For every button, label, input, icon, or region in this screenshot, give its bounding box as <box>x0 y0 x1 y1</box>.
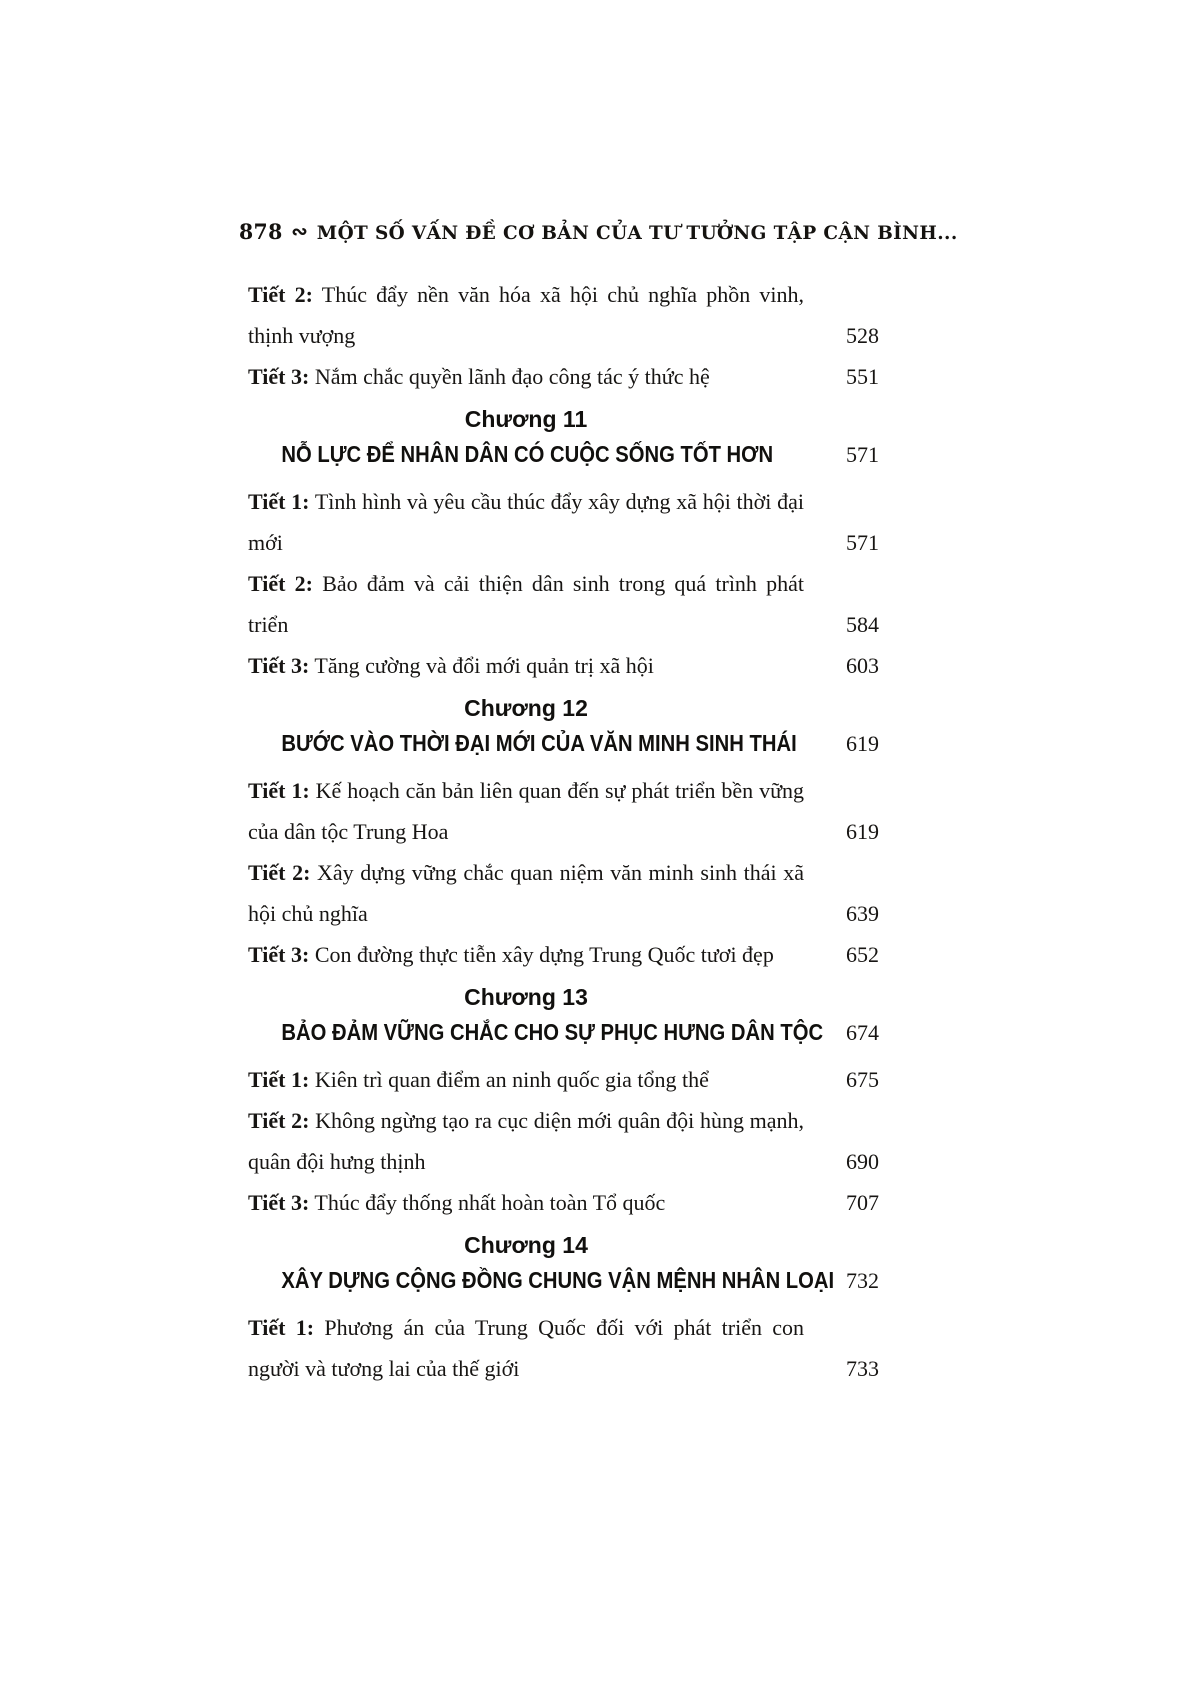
section-label: Tiết 1: <box>248 1315 315 1340</box>
page-ref: 674 <box>846 1020 879 1045</box>
page-ref: 733 <box>846 1356 879 1381</box>
page-ref: 584 <box>846 612 879 637</box>
chapter-heading <box>248 1228 835 1298</box>
toc-entry <box>248 356 879 397</box>
fleuron-icon: ∾ <box>291 219 309 243</box>
toc-entry <box>248 1182 879 1223</box>
page-ref: 639 <box>846 901 879 926</box>
page-ref: 732 <box>846 1268 879 1293</box>
toc-entry-text <box>248 1307 804 1389</box>
page-ref: 551 <box>846 364 879 389</box>
section-label: Tiết 1: <box>248 1067 310 1092</box>
chapter-number: Chương 13 <box>464 984 588 1010</box>
toc-entry-text <box>248 1100 804 1182</box>
section-title: Kiên trì quan điểm an ninh quốc gia tổng thể <box>314 1067 709 1092</box>
chapter-number: Chương 14 <box>464 1232 588 1258</box>
toc-entry <box>248 1100 879 1182</box>
toc-entry <box>248 852 879 934</box>
page-ref: 619 <box>846 731 879 756</box>
toc-entry-text <box>248 563 804 645</box>
toc-entry-text <box>248 770 804 852</box>
toc-entry-text <box>248 852 804 934</box>
page-number: 878 <box>239 219 283 244</box>
toc-entry <box>248 934 879 975</box>
page-ref: 652 <box>846 942 879 967</box>
toc-entry <box>248 274 879 356</box>
page-ref: 619 <box>846 819 879 844</box>
table-of-contents <box>248 274 879 1389</box>
page-ref: 690 <box>846 1149 879 1174</box>
chapter-title: BƯỚC VÀO THỜI ĐẠI MỚI CỦA VĂN MINH SINH THÁI <box>281 730 797 756</box>
toc-entry <box>248 645 879 686</box>
section-title: Tăng cường và đổi mới quản trị xã hội <box>314 653 654 678</box>
section-label: Tiết 3: <box>248 1190 310 1215</box>
section-label: Tiết 2: <box>248 571 314 596</box>
chapter-number: Chương 11 <box>464 406 588 432</box>
section-title: Con đường thực tiễn xây dựng Trung Quốc tươi đẹp <box>314 942 774 967</box>
section-label: Tiết 2: <box>248 1108 310 1133</box>
section-label: Tiết 3: <box>248 364 310 389</box>
toc-chapter <box>248 980 879 1050</box>
section-title: Phương án của Trung Quốc đối với phát triển con người và tương lai của thế giới <box>248 1315 805 1381</box>
section-label: Tiết 3: <box>248 653 310 678</box>
toc-entry-text <box>248 356 804 397</box>
section-title: Không ngừng tạo ra cục diện mới quân đội hùng mạnh, quân đội hưng thịnh <box>248 1108 804 1174</box>
toc-entry-text <box>248 274 804 356</box>
toc-entry-text <box>248 1182 804 1223</box>
section-title: Thúc đẩy thống nhất hoàn toàn Tổ quốc <box>314 1190 666 1215</box>
toc-entry-text <box>248 934 804 975</box>
toc-entry-text <box>248 645 804 686</box>
section-title: Xây dựng vững chắc quan niệm văn minh sinh thái xã hội chủ nghĩa <box>248 860 805 926</box>
section-label: Tiết 1: <box>248 489 310 514</box>
chapter-heading <box>248 402 804 472</box>
running-header <box>239 219 958 244</box>
toc-chapter <box>248 402 879 472</box>
toc-chapter <box>248 1228 879 1298</box>
page-ref: 603 <box>846 653 879 678</box>
chapter-heading <box>248 691 804 761</box>
section-label: Tiết 2: <box>248 282 313 307</box>
chapter-title: NỖ LỰC ĐỂ NHÂN DÂN CÓ CUỘC SỐNG TỐT HƠN <box>281 441 774 467</box>
toc-entry <box>248 481 879 563</box>
section-label: Tiết 1: <box>248 778 310 803</box>
page-ref: 571 <box>846 530 879 555</box>
chapter-heading <box>248 980 824 1050</box>
page-ref: 528 <box>846 323 879 348</box>
chapter-title: BẢO ĐẢM VỮNG CHẮC CHO SỰ PHỤC HƯNG DÂN TỘC <box>281 1019 824 1045</box>
running-title: MỘT SỐ VẤN ĐỀ CƠ BẢN CỦA TƯ TƯỞNG TẬP CẬN BÌNH... <box>316 222 958 244</box>
page-ref: 707 <box>846 1190 879 1215</box>
chapter-title: XÂY DỰNG CỘNG ĐỒNG CHUNG VẬN MỆNH NHÂN LOẠI <box>281 1267 835 1293</box>
section-title: Thúc đẩy nền văn hóa xã hội chủ nghĩa phồn vinh, thịnh vượng <box>248 282 804 348</box>
toc-entry <box>248 1307 879 1389</box>
toc-entry <box>248 1059 879 1100</box>
section-label: Tiết 2: <box>248 860 311 885</box>
section-title: Bảo đảm và cải thiện dân sinh trong quá trình phát triển <box>248 571 805 637</box>
section-title: Nắm chắc quyền lãnh đạo công tác ý thức hệ <box>314 364 710 389</box>
section-title: Tình hình và yêu cầu thúc đẩy xây dựng xã hội thời đại mới <box>248 489 804 555</box>
toc-entry-text <box>248 1059 804 1100</box>
chapter-number: Chương 12 <box>464 695 588 721</box>
toc-entry-text <box>248 481 804 563</box>
page-ref: 571 <box>846 442 879 467</box>
toc-entry <box>248 770 879 852</box>
toc-chapter <box>248 691 879 761</box>
section-label: Tiết 3: <box>248 942 310 967</box>
toc-entry <box>248 563 879 645</box>
section-title: Kế hoạch căn bản liên quan đến sự phát triển bền vững của dân tộc Trung Hoa <box>248 778 804 844</box>
page-ref: 675 <box>846 1067 879 1092</box>
